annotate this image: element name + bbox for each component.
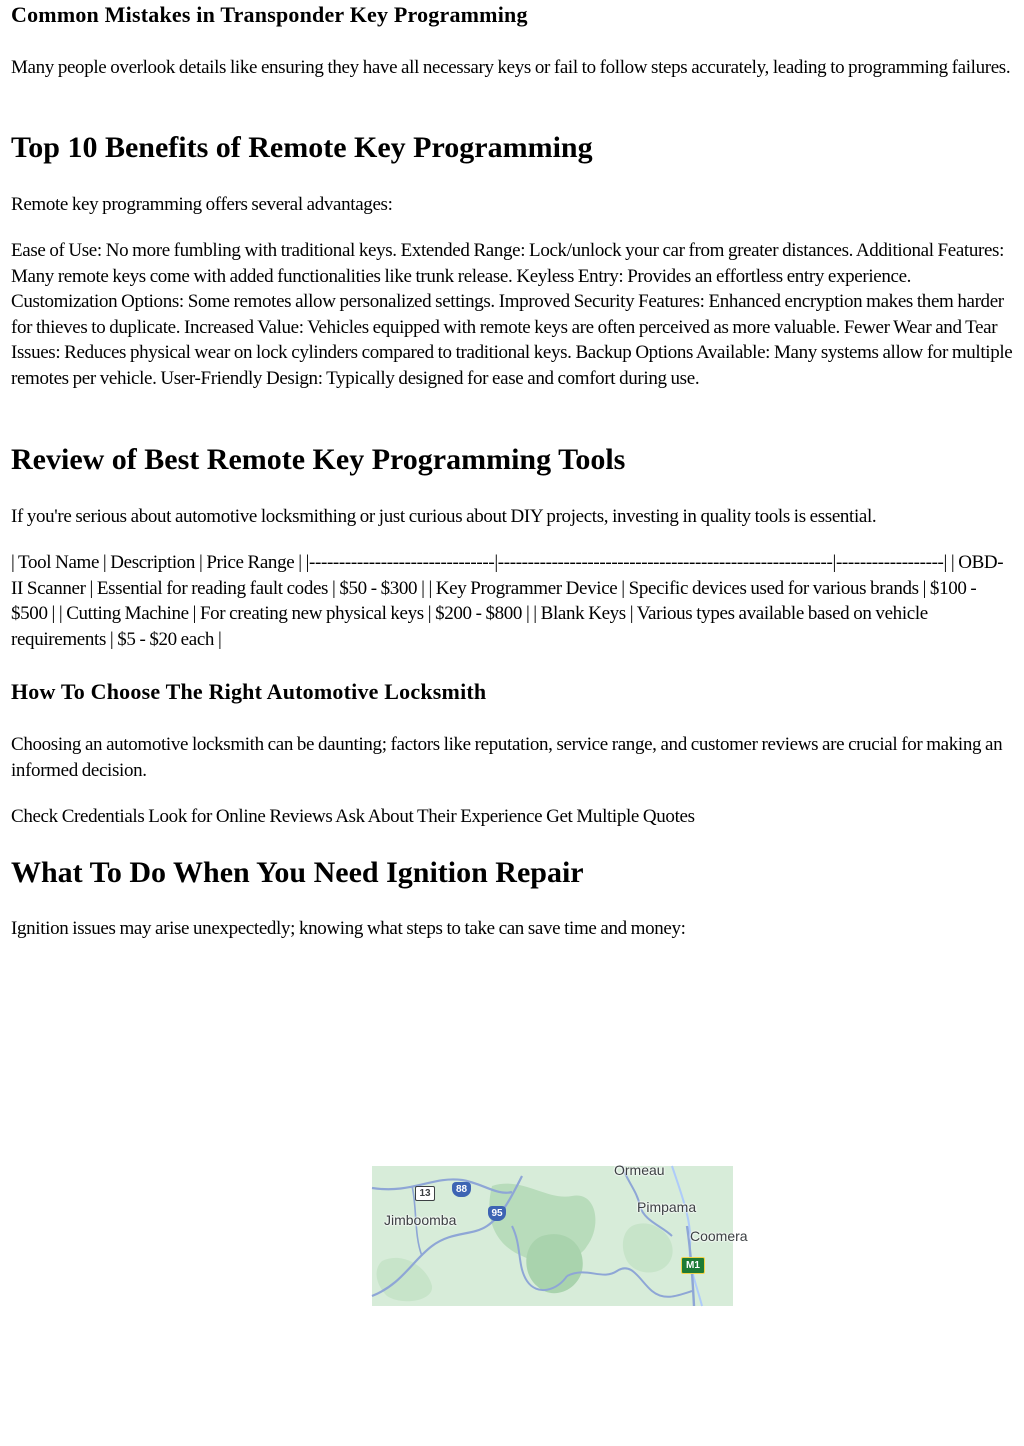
paragraph-choose-locksmith: Choosing an automotive locksmith can be daunting; factors like reputation, service range, and customer reviews are crucial for making an informed decision. [11,734,1003,781]
heading-remote-key-benefits: Top 10 Benefits of Remote Key Programming [11,131,593,164]
route-95-shield: 95 [488,1206,506,1221]
map-label-coomera: Coomera [690,1228,748,1244]
map-label-jimboomba: Jimboomba [384,1212,457,1228]
heading-common-mistakes: Common Mistakes in Transponder Key Programming [11,2,528,27]
motorway-m1-shield: M1 [681,1257,705,1274]
paragraph-benefits-intro: Remote key programming offers several advantages: [11,194,393,215]
heading-tools-review: Review of Best Remote Key Programming Tools [11,443,626,476]
paragraph-benefits-list: Ease of Use: No more fumbling with traditional keys. Extended Range: Lock/unlock your car from greater distances. Additional Features: Many remote keys come with added functionalities like trunk release. Keyless Entry: Provides an effortless entry experience. Customization Options: Some remotes allow personalized settings. Improved Security Features: Enhanced encryption makes them harder for thieves to duplicate. Increased Value: Vehicles equipped with remote keys are often perceived as more valuable. Fewer Wear and Tear Issues: Reduces physical wear on lock cylinders compared to traditional keys. Backup Options Available: Many systems allow for multiple remotes per vehicle. User-Friendly Design: Typically designed for ease and comfort during use. [11,240,1013,389]
map-label-pimpama: Pimpama [637,1199,697,1215]
paragraph-tools-intro: If you're serious about automotive locksmithing or just curious about DIY projects, investing in quality tools is essential. [11,506,877,527]
paragraph-ignition-repair: Ignition issues may arise unexpectedly; knowing what steps to take can save time and money: [11,918,686,939]
route-88-shield: 88 [452,1182,471,1197]
paragraph-tools-table: | Tool Name | Description | Price Range | |-------------------------------|--------------------------------------------------------|------------------| | OBD-II Scanner | Essential for reading fault codes | $50 - $300 | | Key Programmer Device | Specific devices used for various brands | $100 - $500 | | Cutting Machine | For creating new physical keys | $200 - $800 | | Blank Keys | Various types available based on vehicle requirements | $5 - $20 each | [11,552,1004,650]
heading-choose-locksmith: How To Choose The Right Automotive Locksmith [11,679,487,704]
paragraph-locksmith-checklist: Check Credentials Look for Online Reviews Ask About Their Experience Get Multiple Quotes [11,806,695,827]
map-label-ormeau: Ormeau [614,1162,665,1178]
route-13-shield: 13 [415,1186,435,1201]
heading-ignition-repair: What To Do When You Need Ignition Repair [11,856,584,889]
map-image[interactable] [372,1162,748,1306]
paragraph-common-mistakes: Many people overlook details like ensuring they have all necessary keys or fail to follow steps accurately, leading to programming failures. [11,57,1011,78]
